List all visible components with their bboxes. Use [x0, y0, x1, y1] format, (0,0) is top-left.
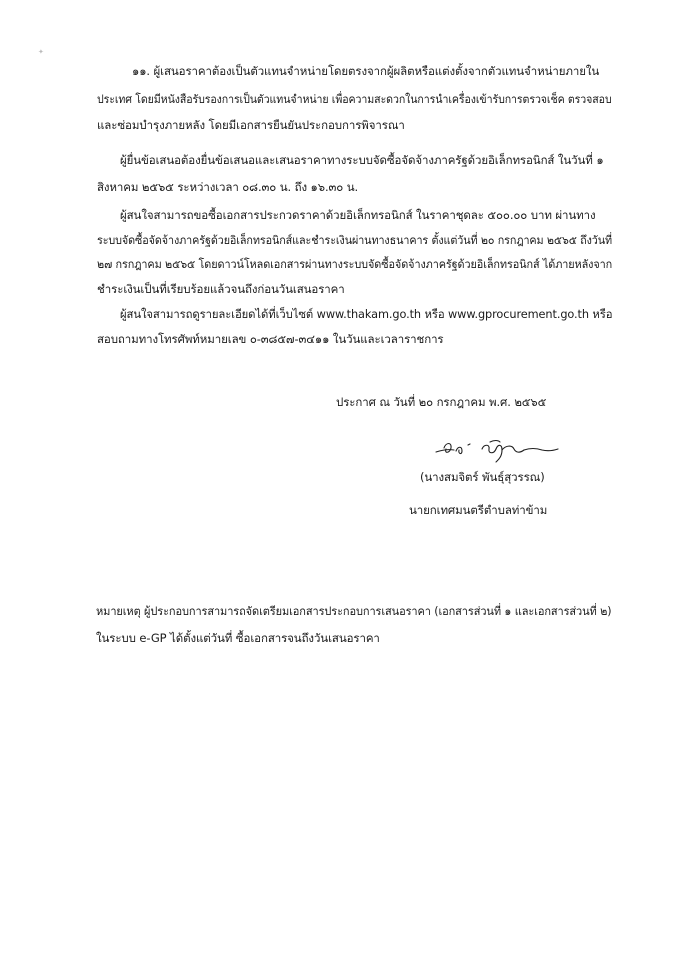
documents-line-4: ชำระเงินเป็นที่เรียบร้อยแล้วจนถึงก่อนวันเสนอราคา — [97, 282, 345, 296]
clause-11-line-1: ๑๑. ผู้เสนอราคาต้องเป็นตัวแทนจำหน่ายโดยตรงจากผู้ผลิตหรือแต่งตั้งจากตัวแทนจำหน่ายภายใน — [132, 64, 600, 78]
handwritten-signature — [434, 436, 574, 464]
remark-line-1: หมายเหตุ ผู้ประกอบการสามารถจัดเตรียมเอกสารประกอบการเสนอราคา (เอกสารส่วนที่ ๑ และเอกสารส่วนที่ ๒) — [96, 604, 612, 618]
signer-position: นายกเทศมนตรีตำบลท่าข้าม — [409, 503, 548, 517]
remark-line-2: ในระบบ e-GP ได้ตั้งแต่วันที่ ซื้อเอกสารจนถึงวันเสนอราคา — [96, 631, 380, 645]
documents-line-2: ระบบจัดซื้อจัดจ้างภาครัฐด้วยอิเล็กทรอนิกส์และชำระเงินผ่านทางธนาคาร ตั้งแต่วันที่ ๒๐ กรกฎาคม ๒๕๖๕ ถึงวันที่ — [97, 233, 613, 247]
contact-line-1: ผู้สนใจสามารถดูรายละเอียดได้ที่เว็บไซต์ www.thakam.go.th หรือ www.gprocurement.go.th หรือ — [120, 307, 613, 321]
announcement-date: ประกาศ ณ วันที่ ๒๐ กรกฎาคม พ.ศ. ๒๕๖๕ — [336, 395, 547, 409]
documents-line-3: ๒๗ กรกฎาคม ๒๕๖๕ โดยดาวน์โหลดเอกสารผ่านทางระบบจัดซื้อจัดจ้างภาครัฐด้วยอิเล็กทรอนิกส์ ได้ภายหลังจาก — [97, 257, 613, 271]
signer-name: (นางสมจิตร์ พันธุ์สุวรรณ) — [420, 470, 545, 484]
submission-line-2: สิงหาคม ๒๕๖๕ ระหว่างเวลา ๐๘.๓๐ น. ถึง ๑๖.๓๐ น. — [97, 180, 359, 194]
clause-11-line-3: และซ่อมบำรุงภายหลัง โดยมีเอกสารยืนยันประกอบการพิจารณา — [97, 118, 405, 132]
scan-speck-mark: ✦ — [38, 48, 44, 56]
contact-line-2: สอบถามทางโทรศัพท์หมายเลข ๐-๓๘๕๗-๓๔๑๑ ในวันและเวลาราชการ — [97, 332, 444, 346]
clause-11-line-2: ประเทศ โดยมีหนังสือรับรองการเป็นตัวแทนจำหน่าย เพื่อความสะดวกในการนำเครื่องเข้ารับการตรวจเช็ค ตรวจสอบ — [97, 92, 612, 106]
documents-line-1: ผู้สนใจสามารถขอซื้อเอกสารประกวดราคาด้วยอิเล็กทรอนิกส์ ในราคาชุดละ ๕๐๐.๐๐ บาท ผ่านทาง — [120, 208, 596, 222]
submission-line-1: ผู้ยื่นข้อเสนอต้องยื่นข้อเสนอและเสนอราคาทางระบบจัดซื้อจัดจ้างภาครัฐด้วยอิเล็กทรอนิกส์ ในวันที่ ๑ — [120, 153, 604, 167]
